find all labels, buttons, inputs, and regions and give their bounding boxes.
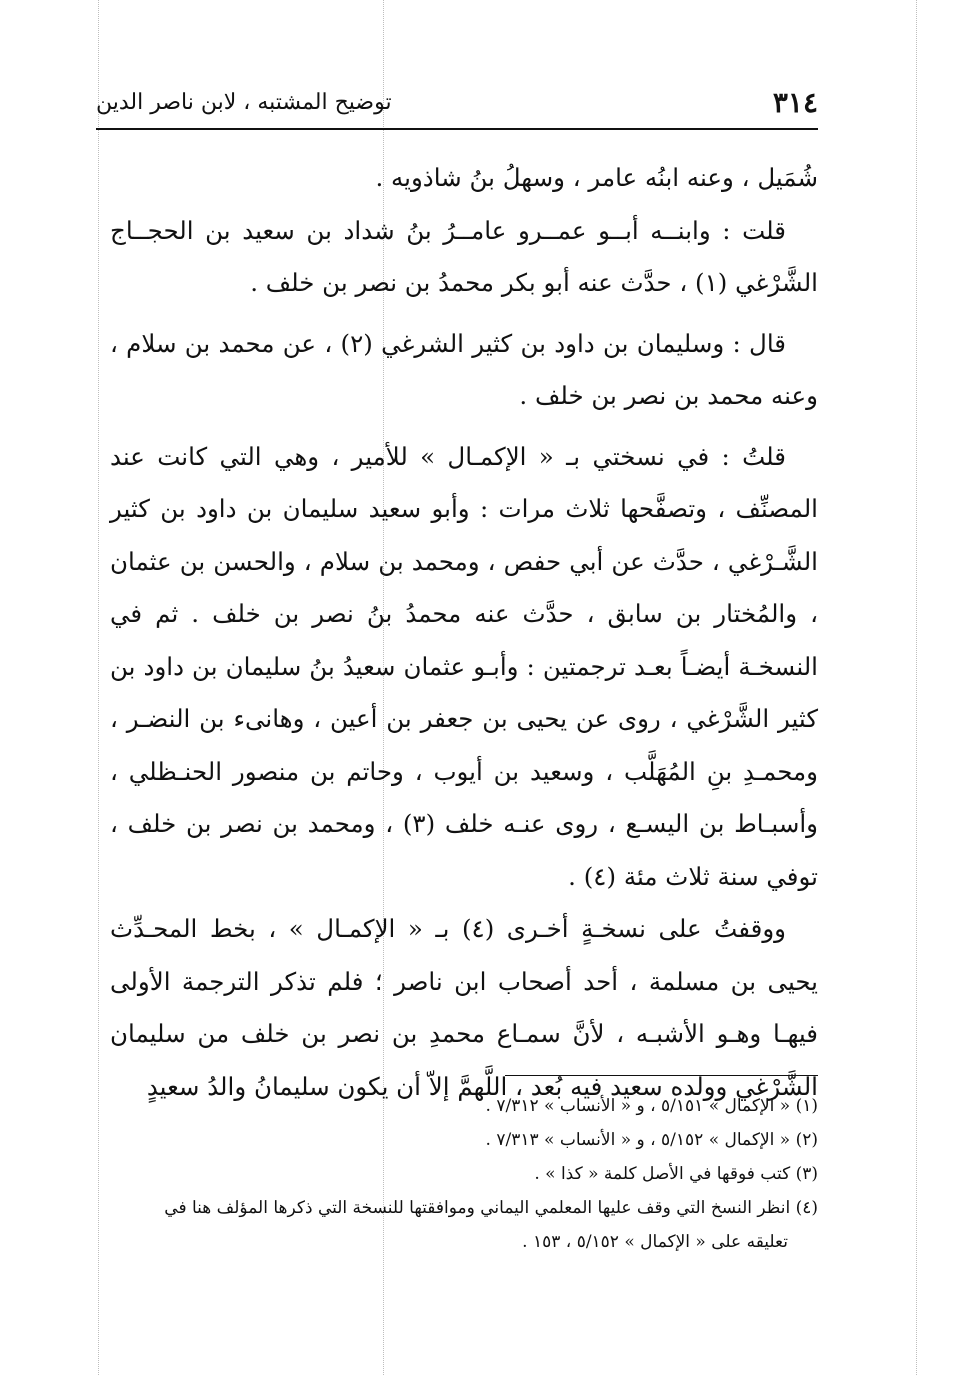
- paragraph: قلتُ : في نسختي بـ « الإكمـال » للأمير ، وهي التي كانت عند المصنِّف ، وتصفَّحها ثلاث مرات : وأبو سعيد سليمان بن داود بن كثير الشَّـرْغي ، حدَّث عن أبي حفص ، ومحمد بن سلام ، والحسن بن عثمان ، والمُختار بن سابق ، حدَّث عنه محمدُ بنُ نصر بن خلف . ثم في النسخـة أيضـاً بعـد ترجمتين : وأبـو عثمان سعيدُ بنُ سليمان بن داود بن كثير الشَّرْغي ، روى عن يحيى بن جعفر بن أعين ، وهانىء بن النضـر ، ومحمـدِ بنِ المُهَلَّب ، وسعيد بن أيوب ، وحاتم بن منصور الحنـظلي ، وأسبـاط بن اليسـع ، روى عنـه خلف (٣) ، ومحمد بن نصر بن خلف ، توفي سنة ثلاث مئة (٤) .: [110, 441, 818, 891]
- footnote-4: (٤) انظر النسخ التي وقف عليها المعلمي اليماني وموافقتها للنسخة التي ذكرها المؤلف هنا في: [164, 1198, 818, 1218]
- page-number: ٣١٤: [772, 85, 818, 119]
- running-title: توضيح المشتبه ، لابن ناصر الدين: [96, 89, 392, 115]
- main-text: [110, 152, 818, 1113]
- footnote-3: (٣) كتب فوقها في الأصل كلمة « كذا » .: [534, 1164, 818, 1184]
- scan-artifact-line: [916, 0, 917, 1375]
- footnote-1: (١) « الإكمال » ٥/١٥١ ، و « الأنساب » ٧/٣١٢ .: [485, 1096, 818, 1116]
- footnote-2: (٢) « الإكمال » ٥/١٥٢ ، و « الأنساب » ٧/٣١٣ .: [485, 1130, 818, 1150]
- page-header: [96, 80, 818, 124]
- scan-artifact-line: [98, 0, 99, 1375]
- paragraph: شُمَيل ، وعنه ابنُه عامر ، وسهلُ بنُ شاذويه .: [375, 163, 818, 192]
- header-rule: [96, 128, 818, 130]
- footnote-4-continued: تعليقه على « الإكمال » ٥/١٥٢ ، ١٥٣ .: [522, 1232, 788, 1252]
- paragraph: قلت : وابنــه أبــو عمــرو عامــرُ بنُ شداد بن سعيد بن الحجــاج الشَّرْغي (١) ، حدَّث عنه أبو بكر محمدُ بن نصر بن خلف .: [110, 215, 818, 297]
- footnotes: [110, 1089, 818, 1259]
- footnote-rule: [505, 1075, 818, 1076]
- paragraph: قال : وسليمان بن داود بن كثير الشرغي (٢) ، عن محمد بن سلام ، وعنه محمد بن نصر بن خلف .: [110, 328, 818, 410]
- paragraph: ووقفتُ على نسخـةٍ أخـرى (٤) بـ « الإكمـال » ، بخط المحـدِّث يحيى بن مسلمة ، أحد أصحاب ابن ناصر ؛ فلم تذكر الترجمة الأولى فيهـا وهـو الأشبـه ، لأنَّ سمـاع محمدِ بن نصر بن خلف من سليمان الشَّرْغي وولده سعيد فيه بُعد ، اللَّهمَّ إلاّ أن يكون سليمانُ والدُ سعيدٍ: [110, 914, 818, 1101]
